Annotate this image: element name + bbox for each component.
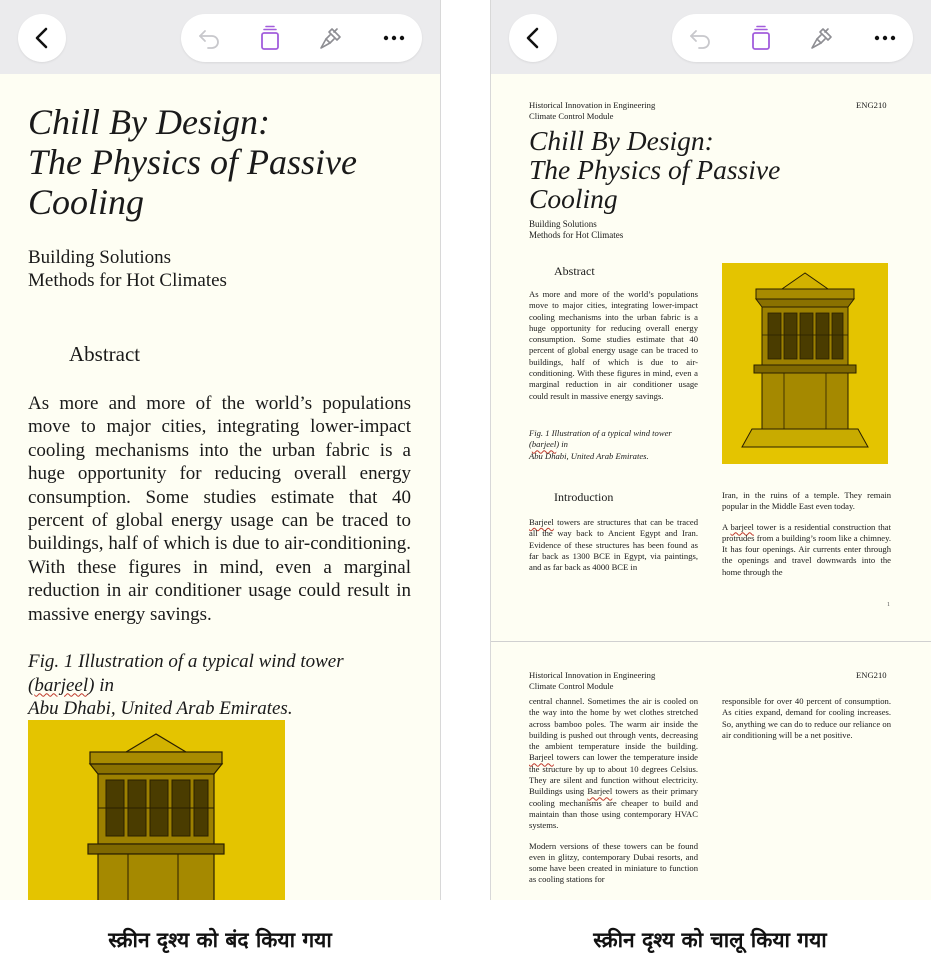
screen-view-icon[interactable] bbox=[748, 25, 774, 51]
page-divider bbox=[491, 641, 931, 642]
screen-view-on-label: स्क्रीन दृश्य को चालू किया गया bbox=[593, 928, 827, 952]
paintbrush-icon[interactable] bbox=[809, 25, 835, 51]
back-button[interactable] bbox=[509, 14, 557, 62]
toolbar-actions bbox=[181, 14, 422, 62]
screen-view-off-panel bbox=[0, 0, 441, 900]
paintbrush-icon[interactable] bbox=[318, 25, 344, 51]
screen-view-on-panel bbox=[490, 0, 931, 900]
document-title: Chill By Design: The Physics of Passive Cooling bbox=[529, 125, 781, 214]
abstract-text: As more and more of the world’s populations move to major cities, integrating lower-impact cooling mechanisms into the urban fabric is a huge opportunity for reducing overall energy consumption. Some studies estimate that 40 percent of global energy usage can be traced to buildings, half of which is due to air-conditioning. With these figures in mind, even a marginal reduction in air conditioner usage could result in massive energy savings. bbox=[28, 393, 411, 625]
toolbar bbox=[0, 0, 440, 74]
running-header-right: ENG210 bbox=[856, 670, 887, 680]
document-subtitle: Building Solutions Methods for Hot Climates bbox=[529, 219, 624, 240]
running-header-left: Historical Innovation in Engineering Climate Control Module bbox=[529, 670, 656, 691]
chevron-left-icon bbox=[524, 27, 542, 49]
toolbar-actions bbox=[672, 14, 913, 62]
abstract-heading: Abstract bbox=[69, 342, 141, 366]
figure-caption: Fig. 1 Illustration of a typical wind tower (barjeel) in Abu Dhabi, United Arab Emirates. bbox=[28, 651, 344, 719]
toolbar bbox=[491, 0, 931, 74]
page-two-column-two: responsible for over 40 percent of consumption. As cities expand, demand for cooling increases. So, anything we can do to reduce our reliance on air conditioning will be a net positive. bbox=[722, 696, 891, 740]
chevron-left-icon bbox=[33, 27, 51, 49]
document-page[interactable] bbox=[0, 74, 440, 900]
undo-icon[interactable] bbox=[687, 25, 713, 51]
more-icon[interactable] bbox=[872, 25, 898, 51]
introduction-heading: Introduction bbox=[554, 490, 614, 504]
abstract-text: As more and more of the world’s populations move to major cities, integrating lower-impact cooling mechanisms into the urban fabric is a huge opportunity for reducing overall energy consumption. Some studies estimate that 40 percent of global energy usage can be traced to buildings, half of which is due to air-conditioning. With these figures in mind, even a marginal reduction in air conditioner usage could result in massive energy savings. bbox=[529, 289, 698, 401]
wind-tower-image[interactable] bbox=[28, 720, 285, 900]
running-header-right: ENG210 bbox=[856, 100, 887, 110]
abstract-heading: Abstract bbox=[554, 264, 595, 278]
running-header-left: Historical Innovation in Engineering Climate Control Module bbox=[529, 100, 656, 121]
back-button[interactable] bbox=[18, 14, 66, 62]
document-page[interactable] bbox=[491, 74, 931, 900]
more-icon[interactable] bbox=[381, 25, 407, 51]
screen-view-off-label: स्क्रीन दृश्य को बंद किया गया bbox=[108, 928, 332, 952]
page-two-column-one: central channel. Sometimes the air is cooled on the way into the home by wet clothes stretched across bamboo poles. The warm air inside the building is pushed out through vents, decreasing the ambient temperature inside the building. Barjeel towers can lower the temperature inside the structure by up to about 10 degrees Celsius. They are silent and function without electricity. Buildings using Barjeel towers as their primary cooling mechanisms are cheaper to build and maintain than those using contemporary HVAC systems. Modern versions of these towers can be found even in glitzy, contemporary Dubai resorts, and some have been created in miniature to function as cooling stations for bbox=[529, 696, 698, 885]
column-two-text: Iran, in the ruins of a temple. They remain popular in the Middle East even today. A barjeel tower is a residential construction that protrudes from a building’s room like a chimney. It has four openings. Air currents enter through the openings and travel downwards into the home through the bbox=[722, 490, 891, 577]
document-title: Chill By Design: The Physics of Passive Cooling bbox=[28, 102, 357, 222]
document-subtitle: Building Solutions Methods for Hot Climates bbox=[28, 247, 227, 291]
screen-view-icon[interactable] bbox=[257, 25, 283, 51]
page-number: 1 bbox=[887, 602, 890, 608]
figure-caption: Fig. 1 Illustration of a typical wind tower (barjeel) in Abu Dhabi, United Arab Emirates. bbox=[529, 428, 672, 461]
undo-icon[interactable] bbox=[196, 25, 222, 51]
wind-tower-image[interactable] bbox=[722, 263, 888, 464]
introduction-text: Barjeel towers are structures that can be traced all the way back to Ancient Egypt and Iran. Evidence of these structures has been found as far back as 1300 BCE in Egypt, via paintings, and as far back as 4000 BCE in bbox=[529, 517, 698, 573]
